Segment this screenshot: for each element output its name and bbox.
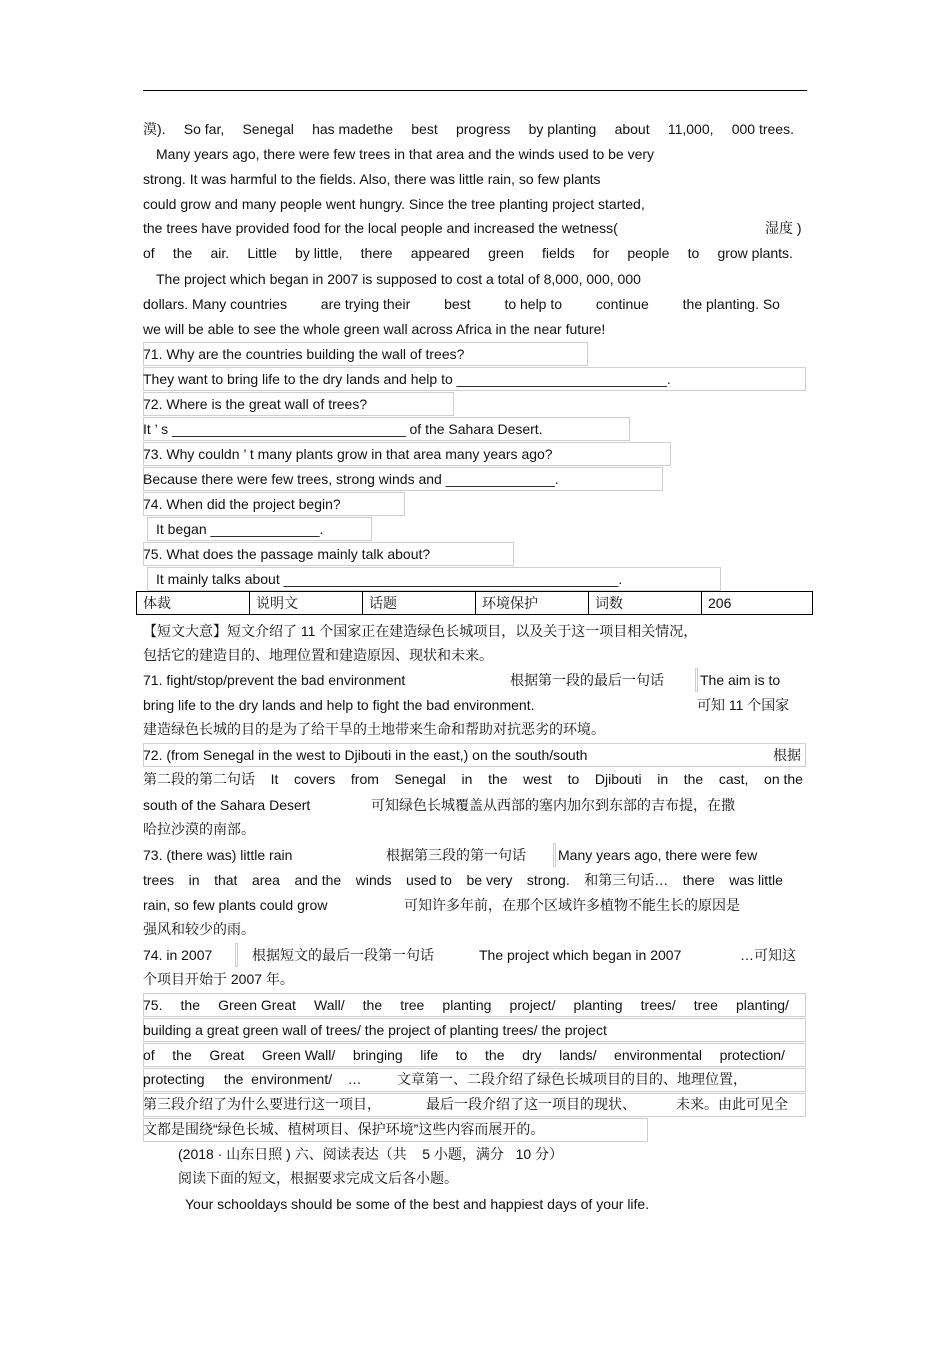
analysis-73-ref: 根据第三段的第一句话	[386, 847, 526, 863]
analysis-75-line-1: 75. the Green Great Wall/ the tree planting project/ planting trees/ tree planting/	[143, 997, 789, 1013]
passage-line-4: could grow and many people went hungry. Since the tree planting project started,	[143, 196, 645, 212]
meta-table	[136, 591, 813, 615]
analysis-75-line-5c: 未来。由此可见全	[676, 1096, 788, 1112]
passage-line-3: strong. It was harmful to the fields. Also, there was little rain, so few plants	[143, 171, 601, 187]
passage-line-1: 漠). So far, Senegal has madethe best progress by planting about 11,000, 000 trees.	[143, 121, 794, 137]
meta-row	[137, 592, 813, 615]
question-71: 71. Why are the countries building the wall of trees?	[143, 346, 465, 362]
analysis-73-answer: 73. (there was) little rain	[143, 847, 293, 863]
analysis-75-line-6: 文都是围绕“绿色长城、植树项目、保护环境”这些内容而展开的。	[143, 1121, 545, 1137]
analysis-73-quote: Many years ago, there were few	[558, 847, 758, 863]
question-75: 75. What does the passage mainly talk about?	[143, 546, 431, 562]
a73-divider	[553, 843, 556, 867]
meta-topic-value: 环境保护	[476, 592, 589, 615]
section-heading: (2018 · 山东日照 ) 六、阅读表达（共 5 小题，满分 10 分）	[178, 1146, 564, 1162]
question-73: 73. Why couldn ’ t many plants grow in that area many years ago?	[143, 446, 553, 462]
section-instruction: 阅读下面的短文，根据要求完成文后各小题。	[178, 1170, 458, 1186]
question-72: 72. Where is the great wall of trees?	[143, 396, 368, 412]
analysis-71-line-2: bring life to the dry lands and help to fight the bad environment.	[143, 697, 535, 713]
analysis-71-line-2b: 可知 11 个国家	[697, 697, 790, 713]
analysis-75-line-5: 第三段介绍了为什么要进行这一项目，	[143, 1096, 381, 1112]
a71-divider	[695, 668, 698, 692]
top-rule	[143, 90, 807, 91]
analysis-74-answer: 74. in 2007	[143, 947, 213, 963]
answer-line-74: It began ______________.	[156, 521, 324, 537]
analysis-73-line-2: trees in that area and the winds used to be very strong. 和第三句话… there was little	[143, 872, 783, 888]
meta-genre-value: 说明文	[250, 592, 363, 615]
analysis-74-line-2: 个项目开始于 2007 年。	[143, 971, 294, 987]
answer-line-73: Because there were few trees, strong winds and ______________.	[143, 471, 559, 487]
analysis-71-line-3: 建造绿色长城的目的是为了给干旱的土地带来生命和帮助对抗恶劣的环境。	[143, 721, 605, 737]
analysis-71-ref: 根据第一段的最后一句话	[510, 672, 664, 688]
passage-line-6: of the air. Little by little, there appeared green fields for people to grow plants.	[143, 245, 793, 261]
a74-divider	[235, 943, 238, 967]
analysis-72-line-3b: 可知绿色长城覆盖从西部的塞内加尔到东部的吉布提，在撒	[371, 797, 735, 813]
passage-line-5: the trees have provided food for the local people and increased the wetness(	[143, 220, 618, 236]
meta-genre-label: 体裁	[137, 592, 250, 615]
analysis-75-line-4b: 文章第一、二段介绍了绿色长城项目的目的、地理位置，	[397, 1071, 747, 1087]
meta-wordcount-label: 词数	[589, 592, 702, 615]
answer-line-72: It ’ s ______________________________ of the Sahara Desert.	[143, 421, 543, 437]
section-first-line: Your schooldays should be some of the best and happiest days of your life.	[185, 1196, 650, 1212]
analysis-75-line-4: protecting the environment/ …	[143, 1071, 362, 1087]
summary-line-1: 【短文大意】短文介绍了 11 个国家正在建造绿色长城项目，以及关于这一项目相关情况，	[143, 623, 698, 639]
meta-wordcount-value: 206	[702, 592, 813, 615]
passage-line-2: Many years ago, there were few trees in that area and the winds used to be very	[156, 146, 655, 162]
summary-line-2: 包括它的建造目的、地理位置和建造原因、现状和未来。	[143, 647, 493, 663]
analysis-75-line-3: of the Great Green Wall/ bringing life to the dry lands/ environmental protection/	[143, 1047, 785, 1063]
answer-line-71: They want to bring life to the dry lands and help to ___________________________.	[143, 371, 671, 387]
analysis-72-line-2: 第二段的第二句话 It covers from Senegal in the west to Djibouti in the cast, on the	[143, 771, 803, 787]
analysis-74-tail: …可知这	[740, 947, 796, 963]
analysis-72-answer: 72. (from Senegal in the west to Djibouti in the east,) on the south/south	[143, 747, 588, 763]
passage-line-9: we will be able to see the whole green wall across Africa in the near future!	[143, 321, 606, 337]
passage-line-8: dollars. Many countries are trying their best to help to continue the planting. So	[143, 296, 780, 312]
meta-topic-label: 话题	[363, 592, 476, 615]
passage-line-5-gloss: 湿度 )	[765, 220, 802, 236]
analysis-74-quote: The project which began in 2007	[479, 947, 682, 963]
analysis-73-line-3b: 可知许多年前，在那个区域许多植物不能生长的原因是	[404, 897, 740, 913]
analysis-72-line-4: 哈拉沙漠的南部。	[143, 821, 255, 837]
analysis-73-line-4: 强风和较少的雨。	[143, 921, 255, 937]
analysis-72-line-3: south of the Sahara Desert	[143, 797, 311, 813]
question-74: 74. When did the project begin?	[143, 496, 341, 512]
answer-line-75: It mainly talks about ___________________________________________.	[156, 571, 623, 587]
analysis-71-answer: 71. fight/stop/prevent the bad environment	[143, 672, 406, 688]
analysis-75-line-5b: 最后一段介绍了这一项目的现状、	[426, 1096, 636, 1112]
analysis-74-ref: 根据短文的最后一段第一句话	[252, 947, 434, 963]
analysis-71-quote: The aim is to	[700, 672, 781, 688]
analysis-72-ref-start: 根据	[773, 747, 801, 763]
passage-line-7: The project which began in 2007 is supposed to cost a total of 8,000, 000, 000	[156, 271, 641, 287]
analysis-75-line-2: building a great green wall of trees/ the project of planting trees/ the project	[143, 1022, 607, 1038]
analysis-73-line-3: rain, so few plants could grow	[143, 897, 328, 913]
